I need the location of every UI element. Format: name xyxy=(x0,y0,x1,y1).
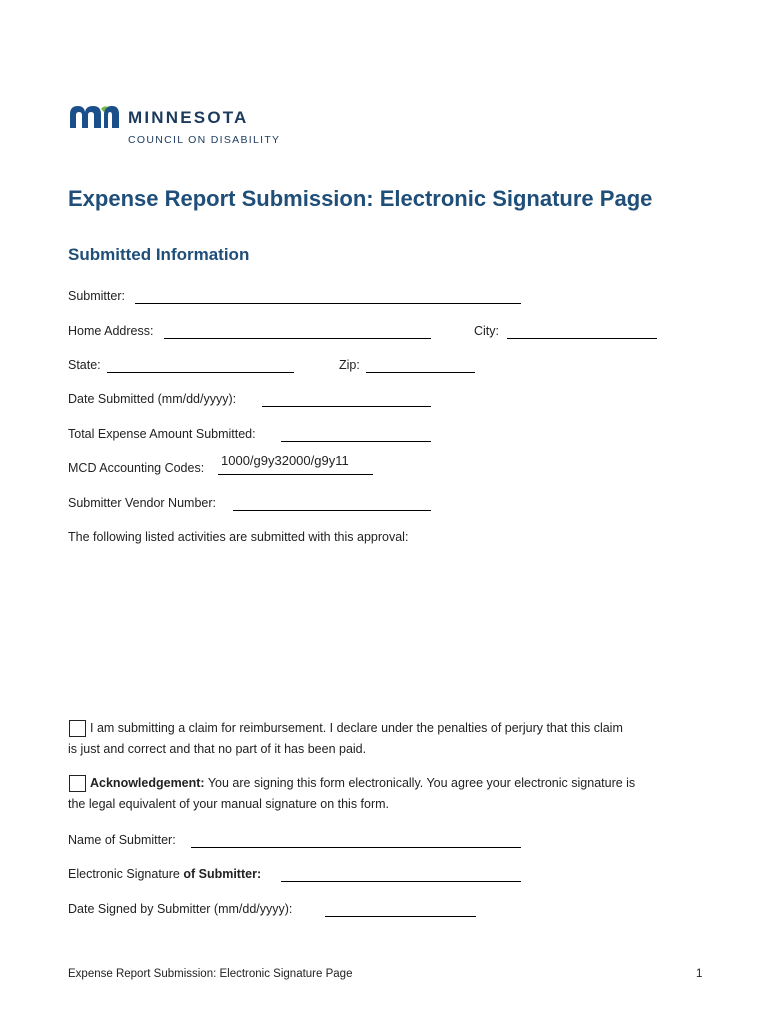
city-field[interactable] xyxy=(507,338,657,339)
home-address-field[interactable] xyxy=(164,338,431,339)
total-amount-field[interactable] xyxy=(281,441,431,442)
total-amount-label: Total Expense Amount Submitted: xyxy=(68,427,256,441)
date-submitted-label: Date Submitted (mm/dd/yyyy): xyxy=(68,392,237,406)
accounting-codes-value: 1000/g9y32000/g9y11 xyxy=(221,453,349,468)
electronic-signature-field[interactable] xyxy=(281,881,521,882)
esig-bold: of Submitter: xyxy=(183,867,262,881)
submitter-field[interactable] xyxy=(135,303,521,304)
section-heading: Submitted Information xyxy=(68,245,250,264)
date-signed-label: Date Signed by Submitter (mm/dd/yyyy): xyxy=(68,902,293,916)
acknowledgement-text-line2: the legal equivalent of your manual signature on this form. xyxy=(68,797,390,811)
claim-text-line2: is just and correct and that no part of it has been paid. xyxy=(68,742,367,756)
vendor-number-field[interactable] xyxy=(233,510,431,511)
mn-logo-icon xyxy=(68,104,120,128)
city-label: City: xyxy=(474,324,499,338)
home-address-label: Home Address: xyxy=(68,324,154,338)
name-of-submitter-field[interactable] xyxy=(191,847,521,848)
state-label: State: xyxy=(68,358,101,372)
acknowledgement-text-line1: You are signing this form electronically. You agree your electronic signature is xyxy=(204,776,636,790)
claim-statement xyxy=(68,718,708,760)
vendor-number-label: Submitter Vendor Number: xyxy=(68,496,216,510)
name-of-submitter-label: Name of Submitter: xyxy=(68,833,176,847)
acknowledgement-label: Acknowledgement: xyxy=(90,776,205,790)
acknowledgement-line1 xyxy=(68,773,708,794)
claim-text-line1: I am submitting a claim for reimbursement. I declare under the penalties of perjury that this claim xyxy=(90,721,623,735)
activities-text: The following listed activities are submitted with this approval: xyxy=(68,530,409,544)
logo-name: MINNESOTA xyxy=(128,108,249,127)
state-field[interactable] xyxy=(107,372,294,373)
page-title: Expense Report Submission: Electronic Signature Page xyxy=(68,186,653,211)
submitter-label: Submitter: xyxy=(68,289,125,303)
acknowledgement-statement xyxy=(68,773,708,815)
zip-label: Zip: xyxy=(339,358,360,372)
esig-prefix: Electronic Signature xyxy=(68,867,184,881)
date-signed-field[interactable] xyxy=(325,916,476,917)
footer-title: Expense Report Submission: Electronic Signature Page xyxy=(68,968,353,980)
accounting-codes-field[interactable] xyxy=(218,453,373,475)
page-number: 1 xyxy=(696,968,703,980)
zip-field[interactable] xyxy=(366,372,475,373)
accounting-codes-label: MCD Accounting Codes: xyxy=(68,461,205,475)
electronic-signature-label xyxy=(68,867,261,881)
logo-subtitle: COUNCIL ON DISABILITY xyxy=(128,134,281,146)
date-submitted-field[interactable] xyxy=(262,406,431,407)
